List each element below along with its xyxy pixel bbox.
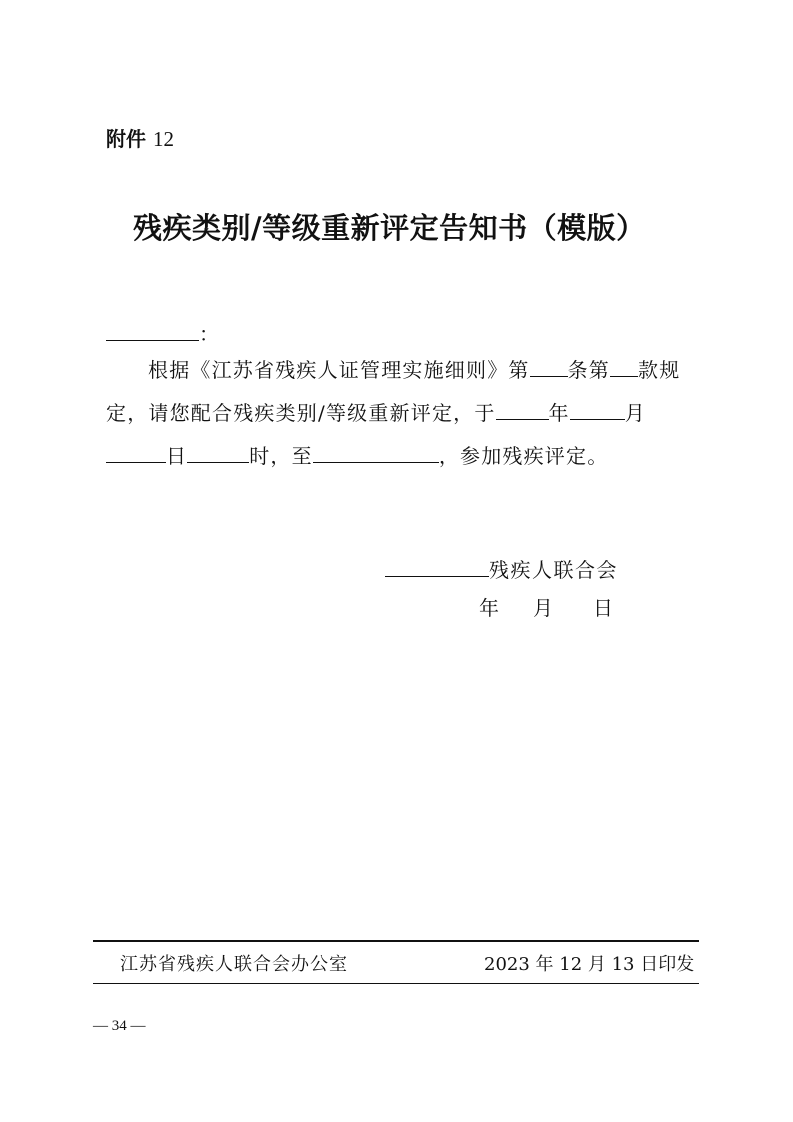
- attachment-number: 12: [152, 127, 174, 151]
- hour-blank: [187, 442, 249, 463]
- text-segment: 时，至: [249, 444, 313, 468]
- paragraph-line-3: [106, 442, 608, 468]
- signature-org-suffix: 残疾人联合会: [489, 558, 618, 582]
- signature-date: [479, 596, 613, 620]
- text-segment: ，参加残疾评定。: [438, 444, 609, 468]
- footer-top-rule: [93, 940, 699, 942]
- footer-issue-date: 2023 年 12 月 13 日印发: [484, 954, 695, 975]
- page-number: — 34 —: [93, 1018, 146, 1034]
- footer-issuer: 江苏省残疾人联合会办公室: [120, 954, 348, 975]
- document-title: 残疾类别/等级重新评定告知书（模版）: [133, 211, 646, 245]
- paragraph-line-1: [148, 356, 680, 382]
- text-segment: 根据《江苏省残疾人证管理实施细则》第: [148, 358, 530, 382]
- addressee-colon: ：: [199, 322, 219, 346]
- location-blank: [313, 442, 439, 463]
- text-segment: 款规: [638, 358, 681, 382]
- date-year: 年: [479, 596, 499, 620]
- month-blank: [570, 399, 625, 420]
- day-blank: [106, 442, 166, 463]
- org-blank: [385, 556, 489, 577]
- footer-bottom-rule: [93, 983, 699, 984]
- text-segment: 月: [624, 401, 646, 425]
- attachment-prefix: 附件: [106, 127, 146, 151]
- date-month: 月: [533, 596, 553, 620]
- year-blank: [496, 399, 549, 420]
- addressee-blank: [106, 320, 199, 341]
- date-day: 日: [593, 596, 613, 620]
- attachment-label: [106, 123, 174, 152]
- signature-org-line: [385, 556, 618, 582]
- text-segment: 条第: [567, 358, 611, 382]
- clause-blank: [610, 356, 638, 377]
- text-segment: 日: [166, 444, 188, 468]
- text-segment: 定，请您配合残疾类别/等级重新评定，于: [106, 401, 496, 425]
- article-blank: [530, 356, 568, 377]
- paragraph-line-2: [106, 399, 646, 425]
- addressee-line: [106, 320, 219, 346]
- text-segment: 年: [548, 401, 570, 425]
